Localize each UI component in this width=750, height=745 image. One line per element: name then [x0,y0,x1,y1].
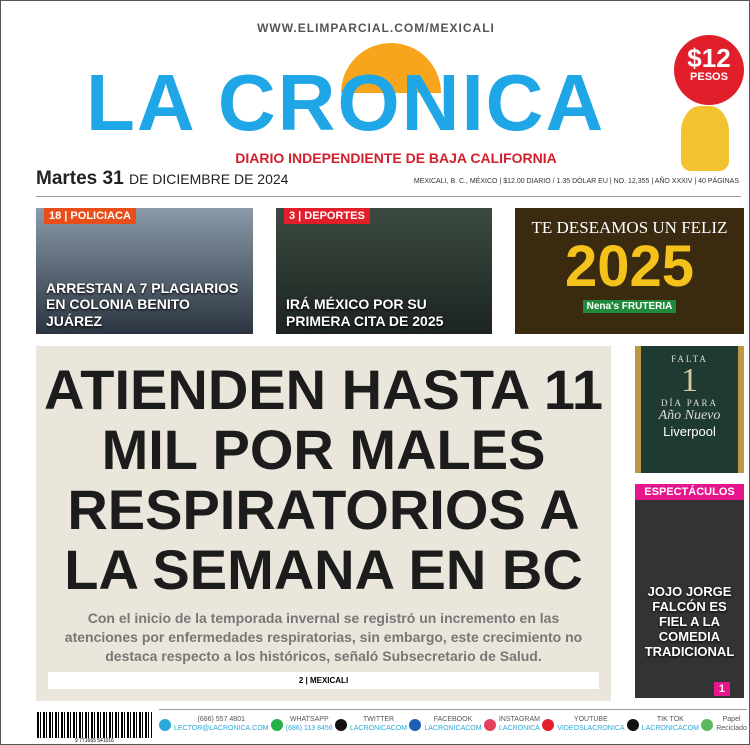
footer-top: INSTAGRAM [498,716,540,724]
edition-date [36,168,288,190]
footer-top: FACEBOOK [433,716,473,724]
divider [36,196,741,197]
contact-whatsapp[interactable] [271,716,333,732]
footer-bottom: (686) 113 8456 [285,724,333,732]
contact-tiktok[interactable] [627,716,699,732]
footer-bottom: LACRONICACOM [424,724,482,732]
footer-bottom: LECTOR@LACRONICA.COM [174,724,269,732]
page-reference: 2 | MEXICALI [48,672,599,689]
user-icon [159,719,171,731]
footer-top: (686) 557 4801 [197,716,245,724]
teaser-headline: ARRESTAN A 7 PLAGIARIOS EN COLONIA BENITO JUÁREZ [46,279,239,330]
instagram-icon [484,719,496,731]
ad-dia: DÍA PARA [661,398,718,408]
ad-liverpool[interactable] [635,346,744,473]
footer-bottom: LACRONICACOM [349,724,408,732]
barcode [37,712,152,738]
date-rest: DE DICIEMBRE DE 2024 [128,171,289,187]
recycled-paper [701,716,747,732]
section-tag: 18 | POLICIACA [44,208,136,224]
page-number: 1 [714,682,730,696]
ad-liverpool-logo: Liverpool [663,424,716,439]
teaser-headline: IRÁ MÉXICO POR SU PRIMERA CITA DE 2025 [286,296,444,330]
contact-twitter[interactable] [335,716,407,732]
contact-youtube[interactable] [542,716,624,732]
barcode-number: 9 771665 541016 [37,738,152,744]
lead-deck: Con el inicio de la temporada invernal se registró un incremento en las atenciones por enfermedades respiratorias, sin embargo, este crecimiento no destaca respecto a los históricos, señaló Subsecretario de Salud. [64,610,583,664]
footer-top: YOUTUBE [573,716,608,724]
recycle-icon [701,719,713,731]
footer-bottom: VIDEOSLACRONICA [557,724,625,732]
footer-top: WHATSAPP [289,716,329,724]
lead-headline: ATIENDEN HASTA 11 MIL POR MALES RESPIRATORIOS A LA SEMANA EN BC [43,358,604,601]
tagline: DIARIO INDEPENDIENTE DE BAJA CALIFORNIA [235,150,557,166]
price-unit: PESOS [690,71,728,83]
masthead-logo: LA CRONICA [86,58,606,147]
ad-greeting: TE DESEAMOS UN FELIZ [531,218,728,237]
contact-facebook[interactable] [409,716,481,732]
ad-brand: Nena's FRUTERIA [583,300,677,313]
contact-phone[interactable] [159,716,269,732]
teaser-deportes[interactable] [276,208,492,334]
espectaculos-teaser[interactable] [635,484,744,698]
price-badge [674,35,744,105]
ad-ano: Año Nuevo [658,408,721,423]
lead-story[interactable] [36,346,611,701]
x-icon [335,719,347,731]
teaser-headline: JOJO JORGE FALCÓN ES FIEL A LA COMEDIA TRADICIONAL [644,584,735,659]
footer-bottom: LACRONICACOM [641,724,699,732]
footer-bottom: LACRONICA [498,724,540,732]
youtube-icon [542,719,554,731]
teaser-policiaca[interactable] [36,208,253,334]
contact-instagram[interactable] [484,716,540,732]
footer-top: TWITTER [363,716,395,724]
site-url[interactable]: WWW.ELIMPARCIAL.COM/MEXICALI [257,21,495,35]
whatsapp-icon [271,719,283,731]
ad-year: 2025 [564,234,695,299]
ad-number: 1 [681,362,698,399]
footer-top: Papel [722,716,741,724]
facebook-icon [409,719,421,731]
edition-meta: MEXICALI, B. C., MÉXICO | $12.00 DIARIO / 1.35 DÓLAR EU | NO. 12,355 | AÑO XXXIV | 40 PÁGINAS [413,178,739,185]
tiktok-icon [627,719,639,731]
ad-nenas-fruteria[interactable] [515,208,744,334]
price: $12 [687,43,731,73]
section-tag: 3 | DEPORTES [284,208,370,224]
section-tag: ESPECTÁCULOS [635,484,744,500]
footer-top: TIK TOK [656,716,684,724]
footer-links [159,709,747,739]
date-day: Martes 31 [36,168,124,189]
footer-bottom: Reciclado [716,724,747,732]
ad-falta: FALTA [671,354,708,364]
